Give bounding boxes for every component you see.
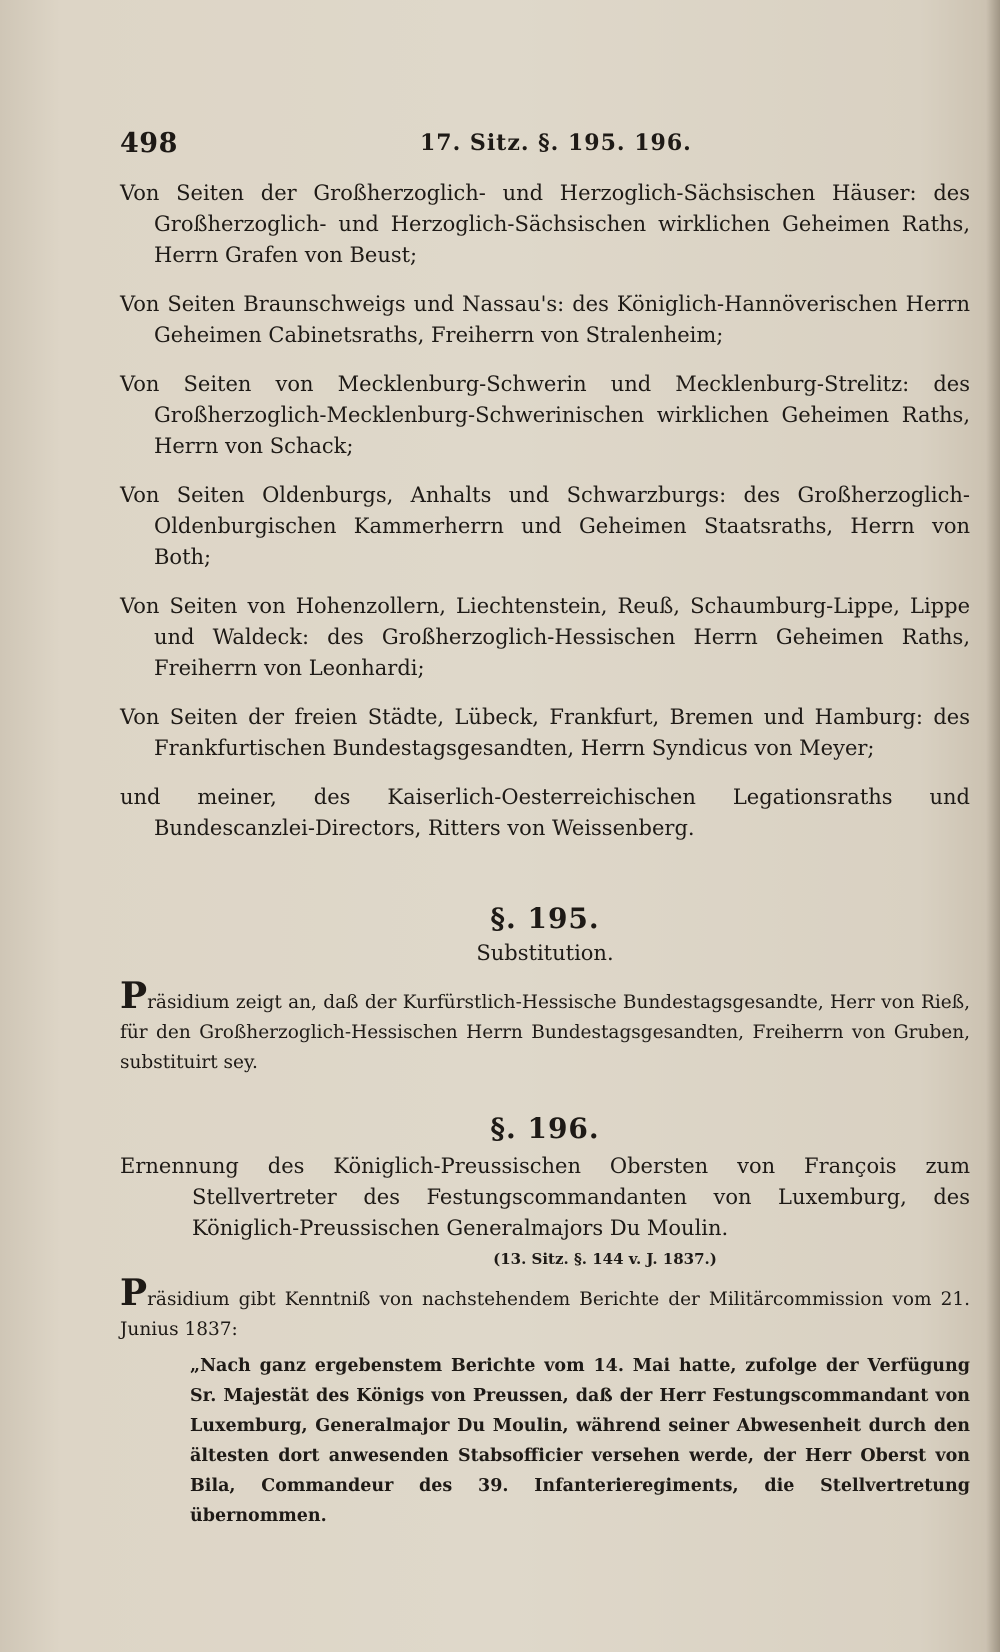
page-header	[120, 128, 965, 168]
section-196-text: Präsidium gibt Kenntniß von nachstehendem Berichte der Militärcommission vom 21. Junius 1837:	[120, 1272, 970, 1340]
list-item: Von Seiten der Großherzoglich- und Herzoglich-Sächsischen Häuser: des Großherzoglich- und Herzoglich-Sächsischen wirklichen Geheimen Raths, Herrn Grafen von Beust;	[120, 181, 970, 267]
list-item: Von Seiten von Mecklenburg-Schwerin und Mecklenburg-Strelitz: des Großherzoglich-Mecklenburg-Schwerinischen wirklichen Geheimen Raths, Herrn von Schack;	[120, 372, 970, 458]
list-item: Von Seiten von Hohenzollern, Liechtenstein, Reuß, Schaumburg-Lippe, Lippe und Waldeck: des Großherzoglich-Hessischen Herrn Geheimen Raths, Freiherrn von Leonhardi;	[120, 594, 970, 680]
running-head: 17. Sitz. §. 195. 196.	[420, 130, 692, 156]
section-195-text: Präsidium zeigt an, daß der Kurfürstlich-Hessische Bundestagsgesandte, Herr von Rieß, für den Großherzoglich-Hessischen Herrn Bundestagsgesandten, Freiherrn von Gruben, substituirt sey.	[120, 975, 970, 1073]
list-item: Von Seiten der freien Städte, Lübeck, Frankfurt, Bremen und Hamburg: des Frankfurtischen Bundestagsgesandten, Herrn Syndicus von Meyer;	[120, 705, 970, 760]
section-heading-196: §. 196.	[490, 1112, 600, 1145]
page-number: 498	[120, 128, 178, 159]
page-body	[120, 178, 970, 1531]
cross-reference: (13. Sitz. §. 144 v. J. 1837.)	[493, 1250, 717, 1268]
list-item: und meiner, des Kaiserlich-Oesterreichischen Legationsraths und Bundescanzlei-Directors, Ritters von Weissenberg.	[120, 785, 970, 840]
section-subtitle-195: Substitution.	[476, 941, 614, 965]
section-196-title: Ernennung des Königlich-Preussischen Obersten von François zum Stellvertreter des Festungscommandanten von Luxemburg, des Königlich-Preussischen Generalmajors Du Moulin.	[120, 1154, 970, 1240]
section-heading-195: §. 195.	[490, 902, 600, 935]
list-item: Von Seiten Braunschweigs und Nassau's: des Königlich-Hannöverischen Herrn Geheimen Cabinetsraths, Freiherrn von Stralenheim;	[120, 292, 970, 347]
quoted-report: „Nach ganz ergebenstem Berichte vom 14. Mai hatte, zufolge der Verfügung Sr. Majestät des Königs von Preussen, daß der Herr Festungscommandant von Luxemburg, Generalmajor Du Moulin, während seiner Abwesenheit durch den ältesten dort anwesenden Stabsofficier versehen werde, der Herr Oberst von Bila, Commandeur des 39. Infanterieregiments, die Stellvertretung übernommen.	[190, 1356, 970, 1526]
page-edge-shadow	[986, 0, 1000, 1652]
list-item: Von Seiten Oldenburgs, Anhalts und Schwarzburgs: des Großherzoglich-Oldenburgischen Kammerherrn und Geheimen Staatsraths, Herrn von Both;	[120, 483, 970, 569]
